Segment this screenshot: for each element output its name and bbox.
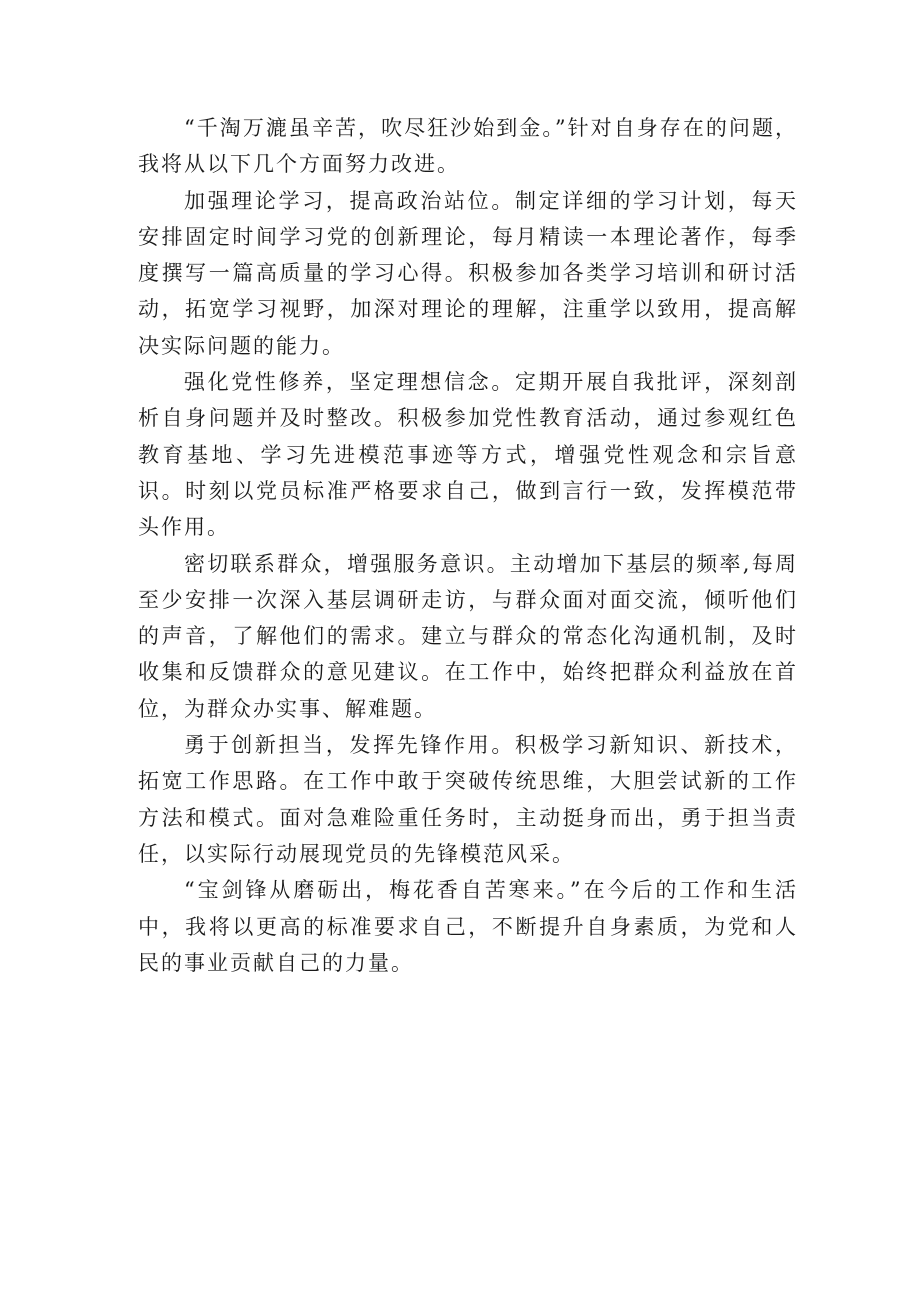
paragraph-contact-masses: 密切联系群众，增强服务意识。主动增加下基层的频率,每周至少安排一次深入基层调研走访，与群众面对面交流，倾听他们的声音，了解他们的需求。建立与群众的常态化沟通机制，及时收集和反馈群众的意见建议。在工作中，始终把群众利益放在首位，为群众办实事、解难题。 <box>138 551 798 721</box>
paragraph-party-spirit: 强化党性修养，坚定理想信念。定期开展自我批评，深刻剖析自身问题并及时整改。积极参加党性教育活动，通过参观红色教育基地、学习先进模范事迹等方式，增强党性观念和宗旨意识。时刻以党员标准严格要求自己，做到言行一致，发挥模范带头作用。 <box>138 370 798 540</box>
paragraph-conclusion: “宝剑锋从磨砺出，梅花香自苦寒来。”在今后的工作和生活中，我将以更高的标准要求自己，不断提升自身素质，为党和人民的事业贡献自己的力量。 <box>138 878 798 975</box>
paragraph-innovation: 勇于创新担当，发挥先锋作用。积极学习新知识、新技术，拓宽工作思路。在工作中敢于突破传统思维，大胆尝试新的工作方法和模式。面对急难险重任务时，主动挺身而出，勇于担当责任，以实际行动展现党员的先锋模范风采。 <box>138 733 798 866</box>
paragraph-intro: “千淘万漉虽辛苦，吹尽狂沙始到金。”针对自身存在的问题，我将从以下几个方面努力改进。 <box>138 116 798 177</box>
paragraph-theory-study: 加强理论学习，提高政治站位。制定详细的学习计划，每天安排固定时间学习党的创新理论，每月精读一本理论著作，每季度撰写一篇高质量的学习心得。积极参加各类学习培训和研讨活动，拓宽学习视野，加深对理论的理解，注重学以致用，提高解决实际问题的能力。 <box>138 188 798 358</box>
document-body <box>138 110 798 981</box>
